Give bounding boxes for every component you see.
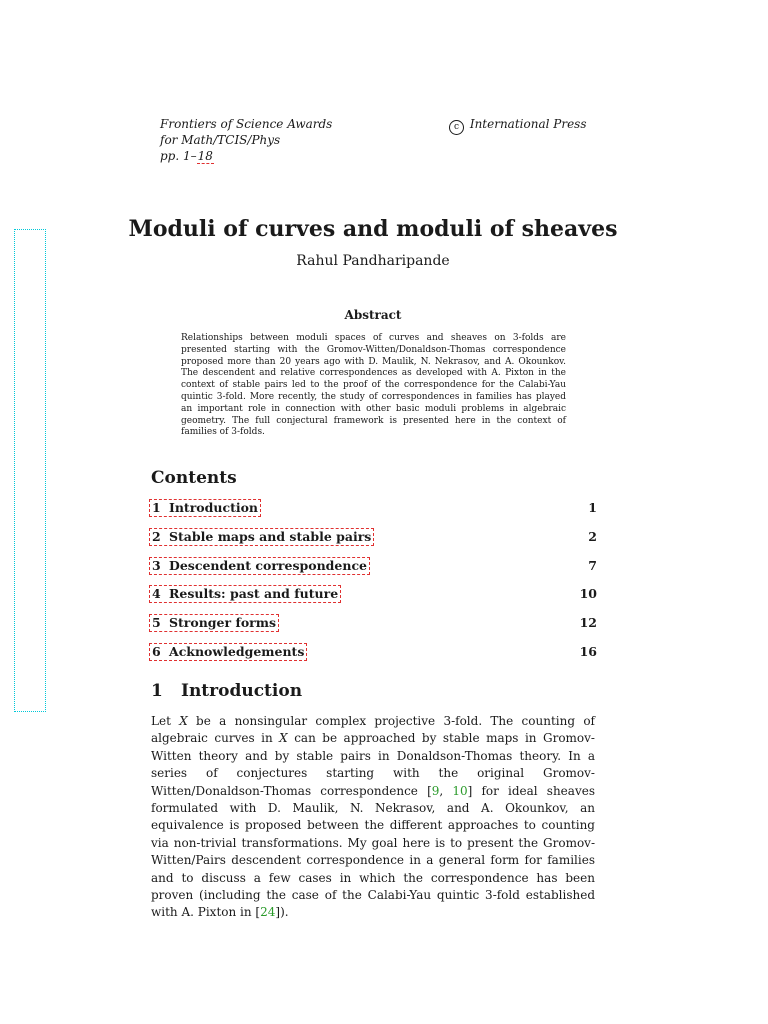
toc-item xyxy=(149,613,597,642)
paper-title: Moduli of curves and moduli of sheaves xyxy=(128,216,618,242)
toc-label: Introduction xyxy=(169,500,259,515)
toc-item xyxy=(149,556,597,585)
toc-link-results[interactable] xyxy=(149,585,341,603)
introduction-paragraph xyxy=(151,713,595,922)
text-run: ]). xyxy=(275,905,289,920)
section-title: Introduction xyxy=(181,681,303,701)
section-heading-introduction xyxy=(151,681,302,701)
toc-page: 2 xyxy=(588,528,597,544)
page-range-link[interactable]: 18 xyxy=(197,149,213,163)
toc-link-introduction[interactable] xyxy=(149,499,261,517)
paper-author: Rahul Pandharipande xyxy=(296,253,450,269)
journal-line-2: for Math/TCIS/Phys xyxy=(160,133,281,147)
text-run: ] for ideal sheaves formulated with D. Maulik, N. Nekrasov, and A. Okounkov, an equivalence is proposed between the different approaches to counting via non-trivial transformations. My goal here is to present the Gromov-Witten/Pairs descendent correspondence in a general form for families and to discuss a few cases in which the correspondence has been proven (including the case of the Calabi-Yau quintic 3-fold established with A. Pixton in [ xyxy=(151,783,595,920)
copyright-icon: c xyxy=(449,120,464,135)
toc-number: 4 xyxy=(152,586,161,602)
toc-label: Acknowledgements xyxy=(169,643,305,659)
toc-item xyxy=(149,498,597,527)
margin-frame[interactable] xyxy=(14,229,46,712)
toc-label: Descendent correspondence xyxy=(169,557,368,573)
text-run: can be approached by stable maps in Gromov-Witten theory and by stable pairs in Donaldson-Thomas theory. In a series of conjectures starting with the original Gromov-Witten/Donaldson-Thomas correspondence [ xyxy=(151,731,595,798)
toc-label: Stable maps and stable pairs xyxy=(169,528,372,544)
citation-link[interactable]: 24 xyxy=(260,905,276,920)
page-range-prefix: pp. 1– xyxy=(160,149,197,163)
toc-page: 7 xyxy=(588,557,597,573)
toc-link-descendent[interactable] xyxy=(149,557,370,575)
text-run: , xyxy=(439,783,453,798)
toc-item xyxy=(149,584,597,613)
toc-item xyxy=(149,642,597,671)
abstract-text: Relationships between moduli spaces of curves and sheaves on 3-folds are presented starting with the Gromov-Witten/Donaldson-Thomas correspondence proposed more than 20 years ago with D. Maulik, N. Nekrasov, and A. Okounkov. The descendent and relative correspondences as developed with A. Pixton in the context of stable pairs led to the proof of the correspondence for the Calabi-Yau quintic 3-fold. More recently, the study of correspondences in families has played an important role in connection with other basic moduli problems in algebraic geometry. The full conjectural framework is presented here in the context of families of 3-folds. xyxy=(181,333,566,438)
toc-page: 1 xyxy=(588,500,597,515)
toc-number: 2 xyxy=(152,528,161,544)
citation-link[interactable]: 9 xyxy=(431,783,440,798)
toc-item xyxy=(149,527,597,556)
citation-link[interactable]: 10 xyxy=(452,783,468,798)
toc-link-stronger-forms[interactable] xyxy=(149,614,279,632)
toc-number: 5 xyxy=(152,615,161,631)
toc-link-stable-maps[interactable] xyxy=(149,528,374,546)
abstract-heading: Abstract xyxy=(344,308,402,322)
table-of-contents xyxy=(149,498,597,671)
toc-number: 1 xyxy=(152,500,161,515)
page-range xyxy=(160,148,332,164)
section-number: 1 xyxy=(151,681,163,701)
toc-page: 12 xyxy=(579,615,597,631)
text-run: Let xyxy=(151,714,180,728)
toc-page: 16 xyxy=(579,643,597,659)
publisher-info xyxy=(449,116,587,135)
math-variable: X xyxy=(179,714,188,728)
toc-number: 3 xyxy=(152,557,161,573)
journal-info xyxy=(160,116,332,164)
math-variable: X xyxy=(279,731,288,746)
journal-line-1: Frontiers of Science Awards xyxy=(160,117,333,131)
toc-page: 10 xyxy=(579,586,597,602)
toc-number: 6 xyxy=(152,643,161,659)
contents-heading: Contents xyxy=(151,468,237,488)
toc-label: Stronger forms xyxy=(169,615,277,631)
text-run: be a nonsingular complex projective 3-fold. The counting of algebraic curves in xyxy=(151,714,595,746)
publisher-name: International Press xyxy=(469,117,587,131)
toc-link-acknowledgements[interactable] xyxy=(149,643,307,661)
toc-label: Results: past and future xyxy=(169,586,339,602)
